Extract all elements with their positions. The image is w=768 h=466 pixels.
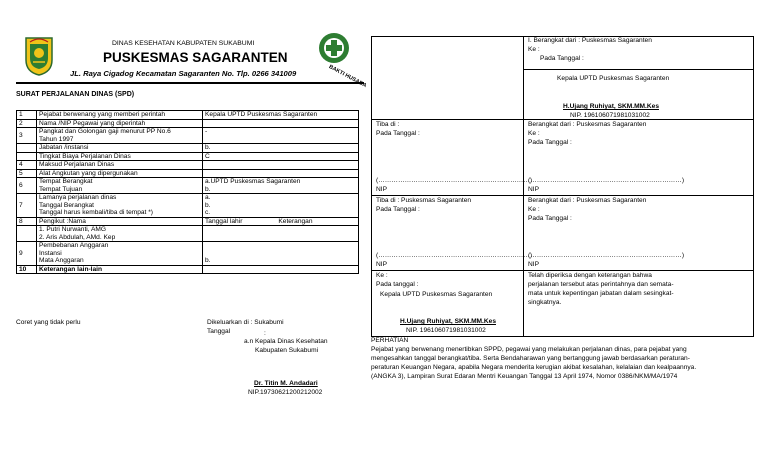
r4-berangkat: Berangkat dari : Puskesmas Sagaranten bbox=[528, 197, 647, 204]
header-address: JL. Raya Cigadog Kecamatan Sagaranten No. Tlp. 0266 341009 bbox=[70, 69, 297, 78]
perhatian-line: (ANGKA 3), Lampiran Surat Edaran Mentri Keuangan Tanggal 13 April 1974, Nomor 0386/NKM/MA/1974 bbox=[371, 373, 678, 380]
r5-note-3: mata untuk kepentingan jabatan dalam sesingkat- bbox=[528, 290, 674, 297]
row-no: 7 bbox=[17, 194, 37, 218]
r3-right-nip: NIP bbox=[528, 186, 539, 193]
row-value bbox=[203, 194, 359, 218]
table-row bbox=[17, 119, 359, 128]
tanggal-label: Tanggal bbox=[207, 328, 231, 335]
row-label: Pejabat berwenang yang memberi perintah bbox=[37, 111, 203, 120]
row-value: b. bbox=[203, 144, 359, 153]
row-no: 10 bbox=[17, 265, 37, 274]
row-label-line: Lamanya perjalanan dinas bbox=[39, 194, 117, 201]
row-label-line: Tahun 1997 bbox=[39, 135, 74, 143]
right-form-rule bbox=[371, 270, 754, 271]
perhatian-title: PERHATIAN bbox=[371, 337, 409, 344]
right-form-rule bbox=[523, 69, 754, 70]
kabupaten-label: Kabupaten Sukabumi bbox=[255, 347, 319, 354]
r3-right-dots: (……………………………………………………………) bbox=[528, 177, 685, 184]
table-row bbox=[17, 265, 359, 274]
table-row bbox=[17, 152, 359, 161]
row-label-line: 2. Aris Abdulah, AMd. Kep bbox=[39, 233, 116, 241]
r4-left-nip: NIP bbox=[376, 261, 387, 268]
signer-nip: NIP.19730621200212002 bbox=[248, 389, 323, 396]
header-name: PUSKESMAS SAGARANTEN bbox=[103, 50, 288, 65]
right-form-rule bbox=[371, 119, 754, 120]
an-kepala-dinas: a.n Kepala Dinas Kesehatan bbox=[244, 338, 328, 345]
row-label-line: Tempat Tujuan bbox=[39, 185, 83, 193]
r3-tiba: Tiba di : bbox=[376, 121, 400, 128]
table-row bbox=[17, 161, 359, 170]
r2-signer: H.Ujang Ruhiyat, SKM.MM.Kes bbox=[563, 103, 659, 110]
table-row bbox=[17, 226, 359, 242]
r1-berangkat: I. Berangkat dari : Puskesmas Sagaranten bbox=[528, 37, 652, 44]
doc-title: SURAT PERJALANAN DINAS (SPD) bbox=[16, 91, 135, 98]
row-label-line: 1. Putri Nurwanti, AMG bbox=[39, 226, 107, 233]
r5-note-1: Telah diperiksa dengan keterangan bahwa bbox=[528, 272, 652, 279]
r3-berangkat: Berangkat dari : Puskesmas Sagaranten bbox=[528, 121, 647, 128]
row-value bbox=[203, 217, 359, 226]
right-form-divider bbox=[523, 36, 524, 337]
signer-name: Dr. Titin M. Andadari bbox=[254, 380, 318, 387]
r4-left-dots: (……………………………………………………………) bbox=[376, 252, 533, 259]
r4-right-nip: NIP bbox=[528, 261, 539, 268]
row-value: C bbox=[203, 152, 359, 161]
row-label bbox=[37, 226, 203, 242]
r1-ke: Ke : bbox=[528, 46, 540, 53]
row-label-line: Tanggal harus kembali/tiba di tempat *) bbox=[39, 209, 153, 216]
table-row bbox=[17, 144, 359, 153]
row-label: Nama /NIP Pegawai yang diperintah bbox=[37, 119, 203, 128]
row-no: 4 bbox=[17, 161, 37, 170]
row-value bbox=[203, 169, 359, 178]
row-no: 8 bbox=[17, 217, 37, 226]
row-value-line: a. bbox=[205, 194, 211, 201]
row-label: Keterangan lain-lain bbox=[37, 265, 203, 274]
r4-tiba: Tiba di : Puskesmas Sagaranten bbox=[376, 197, 472, 204]
bakti-husada-logo bbox=[316, 32, 368, 90]
row-label bbox=[37, 178, 203, 194]
r3-left-dots: (……………………………………………………………) bbox=[376, 177, 533, 184]
row-no bbox=[17, 152, 37, 161]
table-row bbox=[17, 178, 359, 194]
row-no bbox=[17, 226, 37, 242]
row-value: - bbox=[203, 128, 359, 144]
table-row bbox=[17, 217, 359, 226]
row-label-line: Tanggal Berangkat bbox=[39, 201, 94, 209]
row-no: 6 bbox=[17, 178, 37, 194]
tanggal-colon: : bbox=[264, 330, 266, 337]
table-row bbox=[17, 128, 359, 144]
right-form-rule bbox=[371, 195, 754, 196]
r2-nip: NIP. 196106071981031002 bbox=[570, 112, 650, 119]
row-label-line: Instansi bbox=[39, 249, 62, 257]
header-rule bbox=[16, 82, 364, 84]
row-value-line: c. bbox=[205, 209, 211, 216]
row-label-line: Tempat Berangkat bbox=[39, 178, 93, 185]
r5-kepala: Kepala UPTD Puskesmas Sagaranten bbox=[380, 291, 493, 298]
row-label-line: Mata Anggaran bbox=[39, 257, 84, 264]
row-label-line: Pembebanan Anggaran bbox=[39, 242, 109, 249]
r3-right-tanggal: Pada Tanggal : bbox=[528, 139, 572, 146]
row-no: 9 bbox=[17, 242, 37, 266]
row-value bbox=[203, 242, 359, 266]
row-label bbox=[37, 242, 203, 266]
row-label: Pengikut :Nama bbox=[37, 217, 203, 226]
perhatian-line: Pejabat yang berwenang menertibkan SPPD, pegawai yang melakukan perjalanan dinas, para pejabat yang bbox=[371, 346, 687, 353]
row-no: 5 bbox=[17, 169, 37, 178]
coret-note: Coret yang tidak perlu bbox=[16, 319, 81, 326]
header-dept: DINAS KESEHATAN KABUPATEN SUKABUMI bbox=[112, 40, 255, 47]
row-label: Alat Angkutan yang dipergunakan bbox=[37, 169, 203, 178]
row-label: Jabatan /instansi bbox=[37, 144, 203, 153]
perhatian-line: mengesahkan tanggal berangkat/tiba. Serta Bendaharawan yang bertanggung jawab berdasarkan peraturan- bbox=[371, 355, 690, 362]
r4-ke: Ke : bbox=[528, 206, 540, 213]
dikeluarkan-di: Dikeluarkan di : Sukabumi bbox=[207, 319, 284, 326]
r4-right-tanggal: Pada Tanggal : bbox=[528, 215, 572, 222]
r5-ke: Ke : bbox=[376, 272, 388, 279]
row-label bbox=[37, 194, 203, 218]
r5-tanggal: Pada tanggal : bbox=[376, 281, 419, 288]
row-label: Maksud Perjalanan Dinas bbox=[37, 161, 203, 170]
row-no: 2 bbox=[17, 119, 37, 128]
row-value-line: a.UPTD Puskesmas Sagaranten bbox=[205, 178, 301, 185]
spd-table bbox=[16, 110, 359, 274]
row-value-line: Tanggal lahir bbox=[205, 217, 243, 225]
r5-note-2: perjalanan tersebut atas perintahnya dan semata- bbox=[528, 281, 674, 288]
row-value: Kepala UPTD Puskesmas Sagaranten bbox=[203, 111, 359, 120]
r4-tanggal: Pada Tanggal : bbox=[376, 206, 420, 213]
row-value bbox=[203, 178, 359, 194]
row-label-line: Pangkat dan Golongan gaji menurut PP No.6 bbox=[39, 128, 171, 135]
row-value bbox=[203, 161, 359, 170]
r4-right-dots: (……………………………………………………………) bbox=[528, 252, 685, 259]
row-value-line: b. bbox=[205, 257, 211, 264]
svg-text:BAKTI HUSADA: BAKTI HUSADA bbox=[327, 64, 368, 90]
kabupaten-logo bbox=[24, 36, 54, 76]
row-no: 3 bbox=[17, 128, 37, 144]
table-row bbox=[17, 111, 359, 120]
perhatian-line: peraturan Keuangan Negara, apabila Negara menderita kerugian akibat kesalahan, kelalaian dan kealpaannya. bbox=[371, 364, 697, 371]
row-value bbox=[203, 226, 359, 242]
table-row bbox=[17, 242, 359, 266]
r1-tanggal: Pada Tanggal : bbox=[540, 55, 584, 62]
table-row bbox=[17, 169, 359, 178]
r3-left-nip: NIP bbox=[376, 186, 387, 193]
row-value-line: Keterangan bbox=[278, 217, 313, 225]
r3-ke: Ke : bbox=[528, 130, 540, 137]
r5-nip: NIP. 196106071981031002 bbox=[406, 327, 486, 334]
r5-signer: H.Ujang Ruhiyat, SKM.MM.Kes bbox=[400, 318, 496, 325]
row-value-line: b. bbox=[205, 201, 211, 209]
row-label bbox=[37, 128, 203, 144]
row-no bbox=[17, 144, 37, 153]
row-value-line: b. bbox=[205, 185, 211, 193]
r2-kepala: Kepala UPTD Puskesmas Sagaranten bbox=[557, 75, 670, 82]
r5-note-4: singkatnya. bbox=[528, 299, 562, 306]
row-value bbox=[203, 265, 359, 274]
row-value bbox=[203, 119, 359, 128]
row-label: Tingkat Biaya Perjalanan Dinas bbox=[37, 152, 203, 161]
table-row bbox=[17, 194, 359, 218]
r3-tanggal: Pada Tanggal : bbox=[376, 130, 420, 137]
row-no: 1 bbox=[17, 111, 37, 120]
